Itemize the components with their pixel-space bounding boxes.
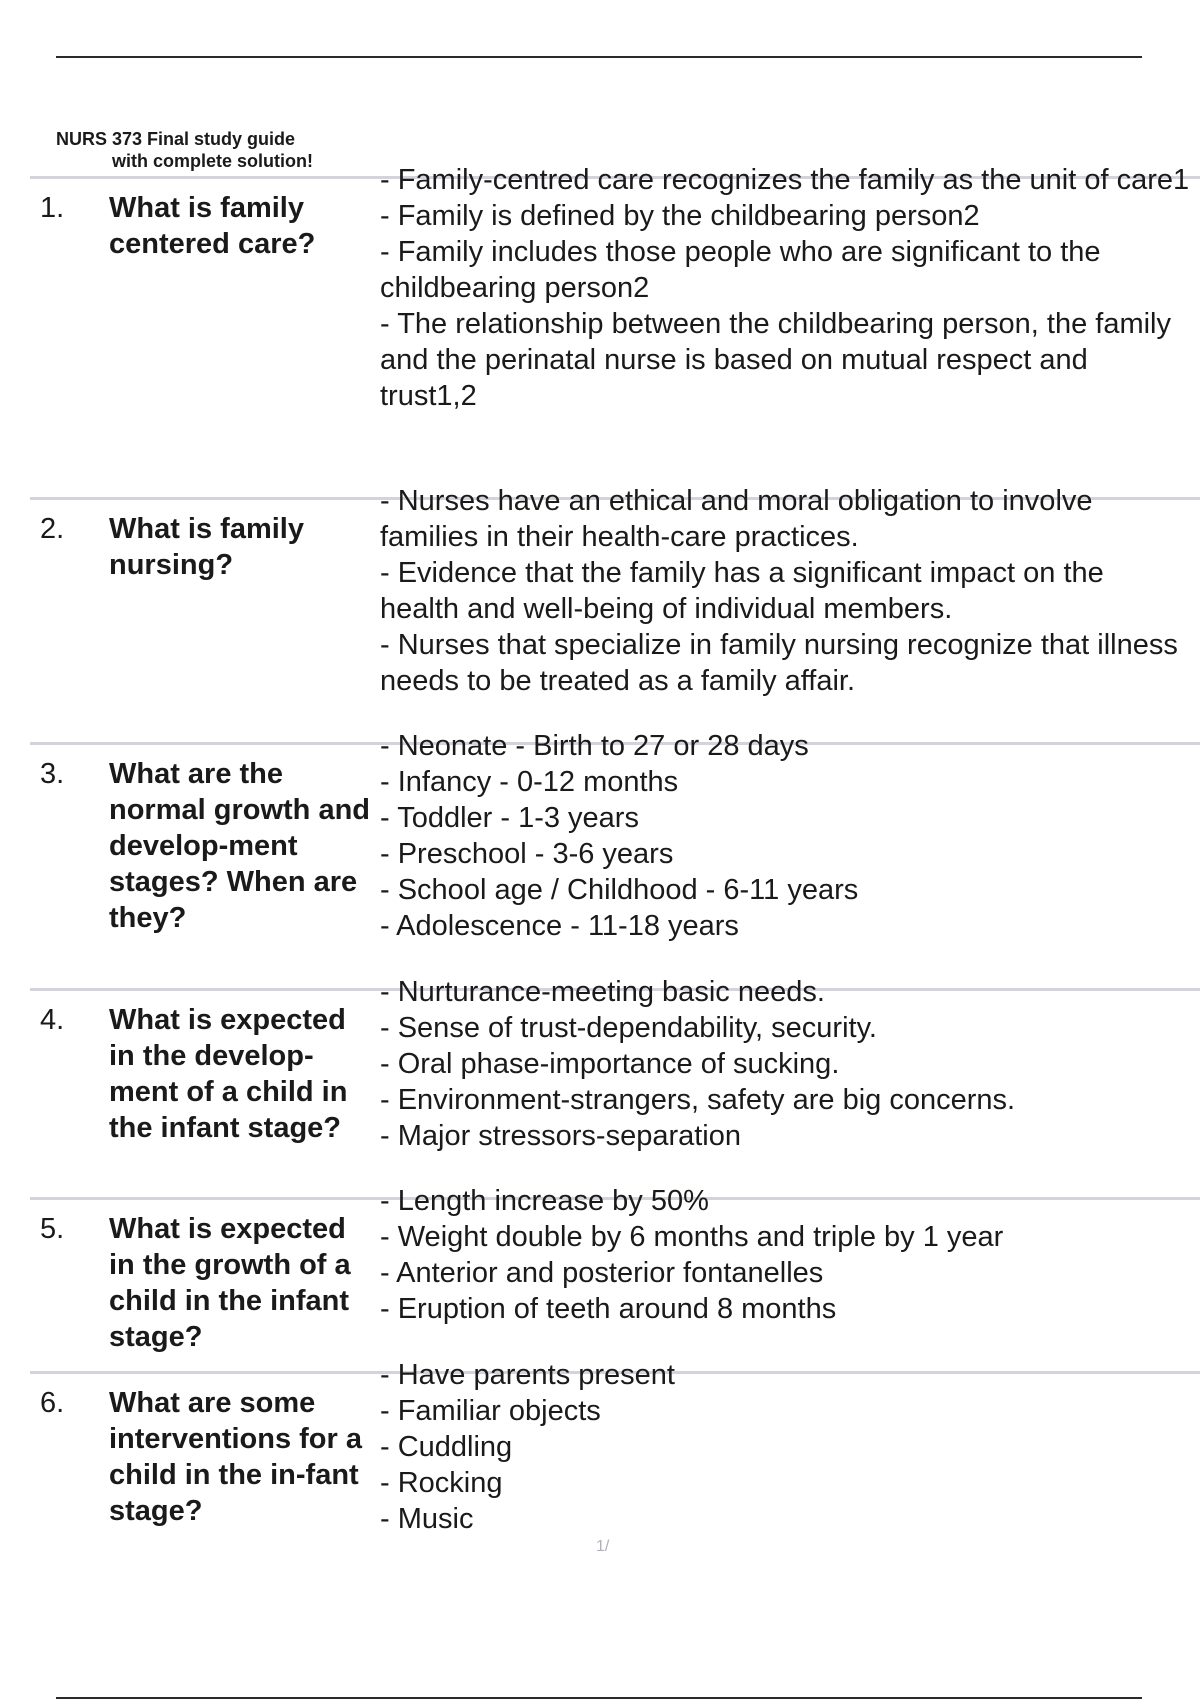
card-answer [380, 483, 1190, 699]
document-title-line-2: with complete solution! [112, 151, 313, 171]
answer-line: - Sense of trust-dependability, security. [380, 1012, 877, 1044]
card-answer [380, 162, 1190, 414]
page-number: 1/ [596, 1538, 610, 1555]
card-number: 1. [40, 192, 65, 224]
card-number: 6. [40, 1387, 65, 1419]
answer-line: - Nurses that specialize in family nursing recognize that illness needs to be treated as a family affair. [380, 629, 1178, 697]
answer-line: - Eruption of teeth around 8 months [380, 1293, 837, 1325]
answer-line: - Music [380, 1503, 474, 1535]
answer-line: - Length increase by 50% [380, 1185, 709, 1217]
answer-line: - Rocking [380, 1467, 503, 1499]
answer-line: - Cuddling [380, 1431, 513, 1463]
answer-line: - Environment-strangers, safety are big concerns. [380, 1084, 1016, 1116]
card-number: 5. [40, 1213, 65, 1245]
answer-line: - Have parents present [380, 1359, 675, 1391]
document-title [56, 128, 313, 172]
document-title-line-1: NURS 373 Final study guide [56, 129, 296, 149]
card-number: 3. [40, 758, 65, 790]
card-answer [380, 1183, 1190, 1327]
card-answer [380, 728, 1190, 944]
answer-line: - Preschool - 3-6 years [380, 838, 674, 870]
card-question: What is family centered care? [109, 192, 316, 260]
answer-line: - Weight double by 6 months and triple by 1 year [380, 1221, 1004, 1253]
card-question: What is expected in the develop-ment of a child in the infant stage? [109, 1004, 348, 1144]
answer-line: - Adolescence - 11-18 years [380, 910, 739, 942]
answer-line: - Major stressors-separation [380, 1120, 741, 1152]
answer-line: - Infancy - 0-12 months [380, 766, 679, 798]
answer-line: - The relationship between the childbearing person, the family and the perinatal nurse is based on mutual respect and trust1,2 [380, 308, 1171, 412]
answer-line: - Family is defined by the childbearing person2 [380, 200, 980, 232]
answer-line: - Family includes those people who are significant to the childbearing person2 [380, 236, 1101, 304]
answer-line: - Evidence that the family has a significant impact on the health and well-being of individual members. [380, 557, 1104, 625]
card-answer [380, 1357, 1190, 1537]
header-rule [56, 56, 1142, 58]
answer-line: - Nurses have an ethical and moral obligation to involve families in their health-care practices. [380, 485, 1093, 553]
answer-line: - Neonate - Birth to 27 or 28 days [380, 730, 809, 762]
card-answer [380, 974, 1190, 1154]
answer-line: - Nurturance-meeting basic needs. [380, 976, 825, 1008]
card-number: 2. [40, 513, 65, 545]
answer-line: - School age / Childhood - 6-11 years [380, 874, 859, 906]
card-question: What is family nursing? [109, 513, 304, 581]
answer-line: - Oral phase-importance of sucking. [380, 1048, 840, 1080]
card-question: What is expected in the growth of a child in the infant stage? [109, 1213, 351, 1353]
answer-line: - Toddler - 1-3 years [380, 802, 639, 834]
answer-line: - Anterior and posterior fontanelles [380, 1257, 824, 1289]
card-question: What are some interventions for a child in the in-fant stage? [109, 1387, 362, 1527]
card-number: 4. [40, 1004, 65, 1036]
card-question: What are the normal growth and develop-ment stages? When are they? [109, 758, 370, 934]
footer-rule [56, 1697, 1142, 1699]
answer-line: - Family-centred care recognizes the family as the unit of care1 [380, 164, 1190, 196]
answer-line: - Familiar objects [380, 1395, 601, 1427]
